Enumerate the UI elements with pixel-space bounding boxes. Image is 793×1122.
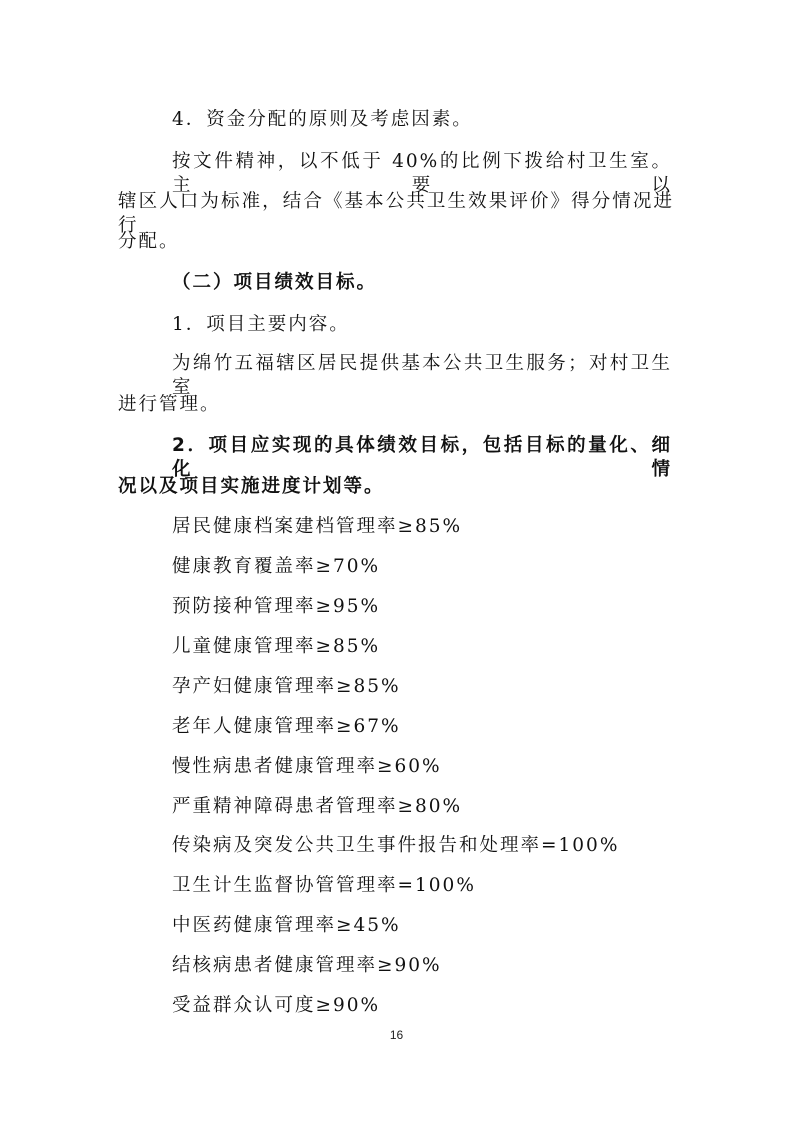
page-number: 16 [389, 1028, 404, 1042]
target-item: 儿童健康管理率≥85% [172, 636, 381, 657]
paragraph-line: 分配。 [118, 231, 180, 252]
item-heading-specific-goals-cont: 况以及项目实施进度计划等。 [118, 476, 385, 497]
item-heading-specific-goals: 2．项目应实现的具体绩效目标，包括目标的量化、细化情 [172, 435, 672, 480]
target-item: 受益群众认可度≥90% [172, 995, 381, 1016]
target-item: 居民健康档案建档管理率≥85% [172, 516, 463, 537]
target-item: 中医药健康管理率≥45% [172, 915, 401, 936]
paragraph-line: 进行管理。 [118, 394, 221, 415]
section-heading-performance-goals: （二）项目绩效目标。 [172, 272, 378, 293]
target-item: 老年人健康管理率≥67% [172, 716, 401, 737]
target-item: 卫生计生监督协管管理率=100% [172, 875, 476, 896]
target-item: 孕产妇健康管理率≥85% [172, 676, 401, 697]
paragraph-line: 辖区人口为标准，结合《基本公共卫生效果评价》得分情况进行 [118, 191, 674, 236]
target-item: 结核病患者健康管理率≥90% [172, 955, 442, 976]
target-item: 慢性病患者健康管理率≥60% [172, 756, 442, 777]
paragraph-line: 为绵竹五福辖区居民提供基本公共卫生服务；对村卫生室 [172, 353, 672, 398]
heading-funding-principles: 4．资金分配的原则及考虑因素。 [172, 109, 473, 130]
item-heading-main-content: 1．项目主要内容。 [172, 314, 350, 335]
target-item: 传染病及突发公共卫生事件报告和处理率=100% [172, 835, 620, 856]
target-item: 严重精神障碍患者管理率≥80% [172, 796, 463, 817]
paragraph-line: 按文件精神，以不低于 40%的比例下拨给村卫生室。主要以 [172, 151, 672, 196]
target-item: 健康教育覆盖率≥70% [172, 556, 381, 577]
target-item: 预防接种管理率≥95% [172, 596, 381, 617]
